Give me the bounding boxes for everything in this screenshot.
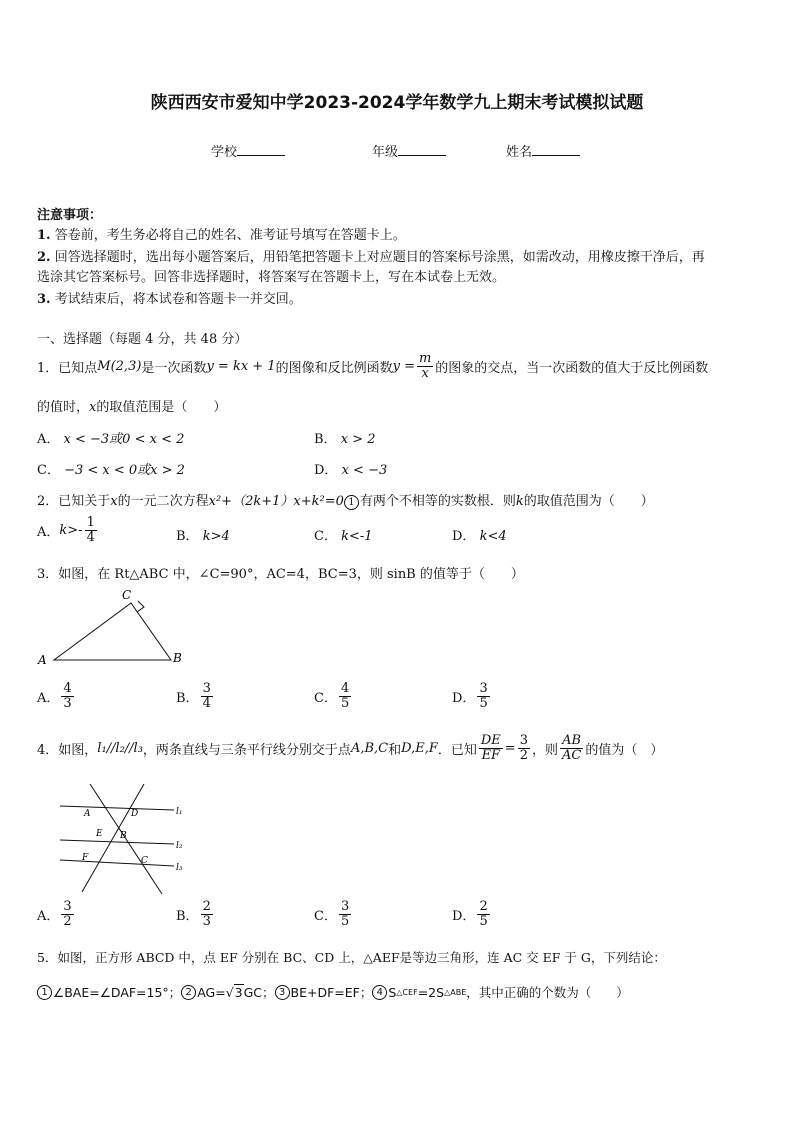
q4-option-c-frac [339, 900, 351, 930]
q1-text-3: 的图象的交点，当一次函数的值大于反比例函数 [435, 361, 709, 377]
q4-text-6: 的值为（ ） [585, 743, 664, 759]
q2-option-b[interactable] [176, 525, 230, 544]
q4-option-c-label: C． [314, 909, 337, 925]
q2-option-d-expr: k<4 [479, 529, 507, 544]
q4-b-num: 2 [202, 899, 211, 914]
q3-a-den: 3 [63, 696, 72, 712]
q1-option-a-expr: x < −3或0 < x < 2 [63, 432, 185, 447]
grade-label: 年级 [372, 145, 399, 160]
q5-statement-4-s: S [388, 984, 397, 1000]
q2-a-den: 4 [86, 530, 95, 546]
q1-option-d-expr: x < −3 [341, 463, 388, 478]
q4-option-a-frac [61, 900, 73, 930]
q1-option-c-label: C． [37, 463, 60, 478]
q4-d-num: 2 [479, 899, 488, 914]
q4-option-a-label: A． [37, 909, 60, 925]
q4-fig-label-l1: l₁ [176, 807, 183, 817]
q3-d-num: 3 [479, 681, 488, 696]
q4-parallel-lines-figure [54, 778, 194, 896]
name-field[interactable] [506, 141, 580, 160]
q2-option-a-frac [85, 516, 97, 546]
question-3-stem: 3．如图，在 Rt△ABC 中，∠C=90°，AC=4，BC=3，则 sinB 的值等于（ ） [37, 567, 524, 582]
q2-option-c-label: C． [314, 529, 337, 544]
school-field[interactable] [211, 141, 285, 160]
q4-points-1: A,B,C [350, 741, 389, 757]
q1-num: 1．已知点 [37, 361, 98, 377]
q4-fig-label-a: A [84, 809, 91, 819]
section-heading: 一、选择题（每题 4 分，共 48 分） [37, 332, 248, 347]
q3-c-num: 4 [340, 681, 350, 696]
note-2 [37, 246, 705, 265]
q1-frac-num: m [418, 351, 432, 366]
q3-label-a: A [38, 653, 47, 667]
q4-b-den: 3 [202, 914, 211, 930]
q1-inverse-frac [417, 352, 433, 382]
q4-frac1-den: EF [481, 748, 501, 764]
q3-a-num: 4 [63, 681, 72, 696]
q3-option-b[interactable] [176, 682, 215, 712]
q2-text-2: 的一元二次方程 [117, 494, 209, 509]
q1-point: M(2,3) [97, 359, 142, 375]
q4-text-1: 4．如图， [37, 743, 98, 759]
q5-circle-3: 3 [275, 985, 290, 1000]
q3-option-b-label: B． [176, 691, 199, 707]
q2-text-4: 的取值范围为（ ） [523, 494, 654, 509]
q3-option-b-frac [201, 682, 213, 712]
q3-option-a-label: A． [37, 691, 60, 707]
notes-heading: 注意事项： [37, 208, 103, 223]
q3-label-b: B [173, 651, 182, 665]
note-1-text: 答卷前，考生务必将自己的姓名、准考证号填写在答题卡上。 [54, 228, 406, 243]
note-3-num: 3. [37, 292, 51, 307]
q4-option-d-label: D． [452, 909, 476, 925]
q1-text-5: 的取值范围是（ ） [96, 400, 227, 415]
q4-transversal-2 [82, 784, 144, 892]
question-5-stem: 5．如图，正方形 ABCD 中，点 EF 分别在 BC、CD 上，△AEF是等边三角形，连 AC 交 EF 于 G，下列结论： [37, 950, 666, 965]
q1-option-a-label: A． [37, 432, 60, 447]
q2-text-1: 2．已知关于 [37, 494, 111, 509]
q1-text-2: 的图像和反比例函数 [275, 361, 393, 377]
q3-option-d[interactable] [452, 682, 492, 712]
q1-option-b[interactable] [314, 428, 375, 447]
q4-frac3-den: AC [561, 748, 582, 764]
q4-frac-de-ef [479, 734, 503, 764]
page-title: 陕西西安市爱知中学2023-2024学年数学九上期末考试模拟试题 [150, 93, 644, 113]
q5-circle-4: 4 [372, 985, 387, 1000]
school-label: 学校 [211, 145, 238, 160]
q3-option-d-label: D． [452, 691, 476, 707]
q2-option-d-label: D． [452, 529, 476, 544]
q5-statement-1: ∠BAE=∠DAF=15°； [53, 985, 182, 1000]
q4-frac1-num: DE [480, 733, 501, 748]
note-3-text: 考试结束后，将本试卷和答题卡一并交回。 [54, 292, 302, 307]
q2-option-a-label: A． [37, 525, 60, 541]
q5-statement-4-end: ，其中正确的个数为（ ） [466, 985, 629, 1000]
q1-option-b-expr: x > 2 [340, 432, 376, 447]
name-label: 姓名 [506, 145, 533, 160]
q4-c-den: 5 [340, 914, 350, 930]
q5-sub-abe: △ABE [444, 987, 467, 997]
q4-frac2-den: 2 [519, 748, 528, 764]
q3-triangle [54, 603, 171, 660]
q4-fig-label-l2: l₂ [176, 841, 183, 851]
q5-sqrt-radicand: 3 [234, 985, 243, 1000]
question-1-stem [37, 352, 708, 382]
q2-var-x: x [110, 494, 118, 509]
name-blank[interactable] [532, 143, 580, 156]
q5-statement-4-mid: =2S [417, 984, 445, 1000]
q2-option-c[interactable] [314, 525, 373, 544]
q4-points-2: D,E,F [401, 741, 438, 757]
q4-frac2-num: 3 [519, 733, 528, 748]
note-2-text-a: 回答选择题时，选出每小题答案后，用铅笔把答题卡上对应题目的答案标号涂黑，如需改动，用橡皮擦干净后，再 [54, 250, 705, 265]
q2-option-b-expr: k>4 [202, 529, 230, 544]
q1-text-1: 是一次函数 [141, 361, 207, 377]
q2-var-k: k [515, 494, 524, 509]
q1-option-c-expr: −3 < x < 0或x > 2 [64, 463, 185, 478]
q2-equation: x²+（2k+1）x+k²=0 [208, 494, 344, 509]
q5-statement-2a: AG= [197, 984, 226, 1000]
q1-option-d-label: D． [314, 463, 338, 478]
q4-a-num: 3 [63, 899, 72, 914]
q2-a-num: 1 [86, 515, 95, 530]
q1-option-c[interactable] [37, 459, 185, 478]
grade-blank[interactable] [398, 143, 446, 156]
q1-option-b-label: B． [314, 432, 337, 447]
note-2-num: 2. [37, 250, 51, 265]
q5-statements [37, 983, 629, 1001]
q4-fig-label-e: E [96, 829, 103, 839]
note-2-text-b: 选涂其它答案标号。回答非选择题时，将答案写在答题卡上，写在本试卷上无效。 [37, 270, 506, 285]
q3-option-c[interactable] [314, 682, 353, 712]
q4-fig-label-l3: l₃ [176, 863, 183, 873]
q4-text-2: ，两条直线与三条平行线分别交于点 [142, 743, 351, 759]
q3-triangle-figure [34, 586, 194, 668]
q3-option-c-frac [339, 682, 351, 712]
q4-text-3: 和 [388, 743, 402, 759]
q4-frac-3-2 [518, 734, 530, 764]
q4-line-l2 [60, 840, 174, 844]
q3-option-a-frac [61, 682, 73, 712]
q1-text-4: 的值时， [37, 400, 90, 415]
q3-b-den: 4 [202, 696, 211, 712]
q2-option-a[interactable] [37, 516, 99, 546]
q2-option-c-expr: k<-1 [341, 529, 373, 544]
note-1 [37, 224, 406, 243]
q1-option-a[interactable] [37, 428, 184, 447]
q5-circle-1: 1 [37, 985, 52, 1000]
q4-frac-ab-ac [560, 734, 583, 764]
note-1-num: 1. [37, 228, 51, 243]
q4-fig-label-b: B [120, 831, 127, 841]
q4-text-5: ，则 [531, 743, 558, 759]
q1-option-d[interactable] [314, 459, 387, 478]
q4-text-4: ．已知 [437, 743, 477, 759]
q3-option-d-frac [477, 682, 489, 712]
q5-sqrt-sign: √ [225, 984, 234, 1000]
q5-sub-cef: △CEF [396, 987, 418, 997]
q4-equals: = [504, 741, 516, 757]
q3-option-a[interactable] [37, 682, 76, 712]
q5-circle-2: 2 [181, 985, 196, 1000]
q4-parallel-lines: l₁//l₂//l₃ [97, 741, 143, 757]
q5-statement-2b: GC； [243, 985, 275, 1000]
question-2-stem [37, 490, 654, 510]
q4-a-den: 2 [63, 914, 72, 930]
q1-frac-den: x [421, 366, 429, 382]
q4-option-b-label: B． [176, 909, 199, 925]
q2-option-d[interactable] [452, 525, 507, 544]
q5-statement-3: BE+DF=EF； [290, 985, 373, 1000]
q2-option-b-label: B． [176, 529, 199, 544]
q4-option-b[interactable] [176, 900, 215, 930]
q2-option-a-expr: k>- [59, 523, 83, 539]
note-3 [37, 288, 302, 307]
q4-fig-label-f: F [82, 853, 89, 863]
q1-linear-fn: y = kx + 1 [206, 359, 276, 375]
q4-fig-label-d: D [131, 809, 139, 819]
q3-option-c-label: C． [314, 691, 337, 707]
q4-option-c[interactable] [314, 900, 353, 930]
q4-fig-label-c: C [141, 856, 148, 866]
q4-d-den: 5 [479, 914, 488, 930]
q4-c-num: 3 [340, 899, 350, 914]
q4-line-l1 [60, 806, 174, 810]
q4-option-a[interactable] [37, 900, 76, 930]
q2-text-3: 有两个不相等的实数根．则 [359, 494, 516, 509]
grade-field[interactable] [372, 141, 446, 160]
q2-circle-number: 1 [344, 495, 359, 510]
school-blank[interactable] [237, 143, 285, 156]
q4-option-d-frac [477, 900, 489, 930]
q4-option-d[interactable] [452, 900, 492, 930]
q3-c-den: 5 [340, 696, 350, 712]
q4-frac3-num: AB [562, 733, 582, 748]
question-1-stem-2 [37, 396, 226, 415]
q1-var: x [89, 400, 97, 415]
q1-inverse-fn: y = [392, 359, 415, 375]
q4-line-l3 [60, 860, 174, 866]
q4-option-b-frac [201, 900, 213, 930]
q3-right-angle-mark [137, 601, 144, 612]
q3-d-den: 5 [479, 696, 488, 712]
question-4-stem [37, 734, 663, 764]
q3-label-c: C [122, 588, 132, 602]
q3-b-num: 3 [202, 681, 211, 696]
